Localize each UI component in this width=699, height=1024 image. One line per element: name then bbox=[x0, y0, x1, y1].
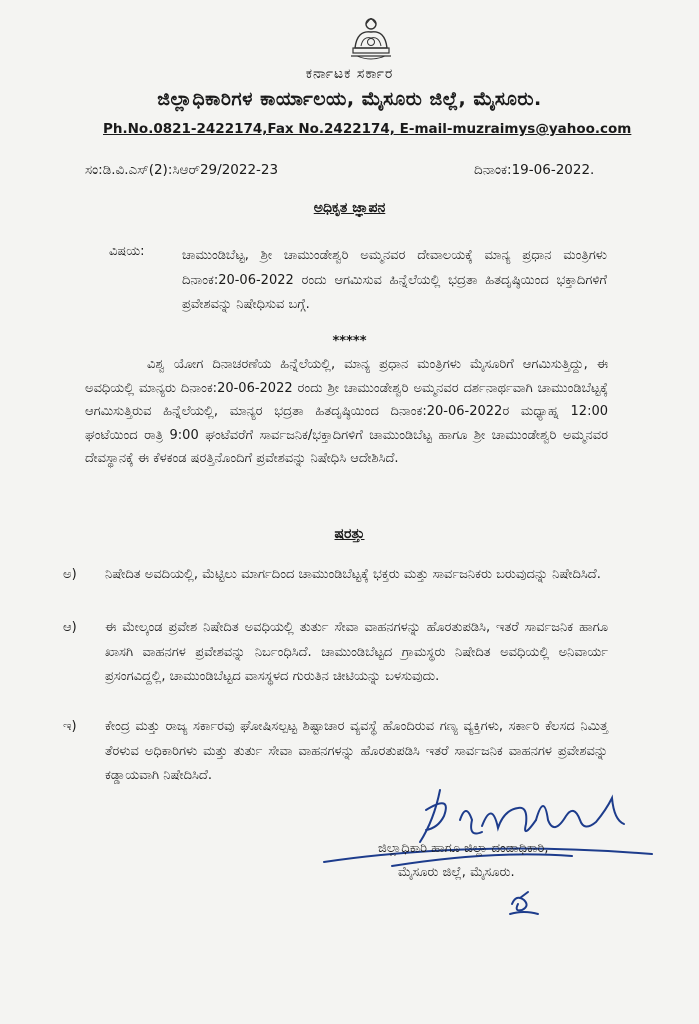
government-name: ಕರ್ನಾಟಕ ಸರ್ಕಾರ bbox=[305, 66, 394, 82]
signatory-title: ಜಿಲ್ಲಾಧಿಕಾರಿ ಹಾಗೂ ಜಿಲ್ಲಾ ದಂಡಾಧಿಕಾರಿ, bbox=[378, 841, 549, 856]
subject-label: ವಿಷಯ: bbox=[109, 244, 145, 259]
handwritten-signature bbox=[322, 780, 662, 870]
contact-line: Ph.No.0821-2422174,Fax No.2422174, E-mail-muzraimys@yahoo.com bbox=[103, 121, 632, 137]
section-separator: ***** bbox=[332, 334, 367, 349]
issue-date: ದಿನಾಂಕ:19-06-2022. bbox=[474, 162, 595, 178]
body-paragraph: ವಿಶ್ವ ಯೋಗ ದಿನಾಚರಣೆಯ ಹಿನ್ನೆಲೆಯಲ್ಲಿ, ಮಾನ್ಯ ಪ್ರಧಾನ ಮಂತ್ರಿಗಳು ಮೈಸೂರಿಗೆ ಆಗಮಿಸುತ್ತಿದ್ದು, ಈ ಅವಧಿಯಲ್ಲಿ ಮಾನ್ಯರು ದಿನಾಂಕ:20-06-2022 ರಂದು ಶ್ರೀ ಚಾಮುಂಡೇಶ್ವರಿ ಅಮ್ಮನವರ ದರ್ಶನಾರ್ಥವಾಗಿ ಚಾಮುಂಡಿಬೆಟ್ಟಕ್ಕೆ ಆಗಮಿಸುತ್ತಿರುವ ಹಿನ್ನೆಲೆಯಲ್ಲಿ, ಮಾನ್ಯರ ಭದ್ರತಾ ಹಿತದೃಷ್ಠಿಯಿಂದ ದಿನಾಂಕ:20-06-2022ರ ಮಧ್ಯಾಹ್ನ 12:00 ಘಂಟೆಯಿಂದ ರಾತ್ರಿ 9:00 ಘಂಟೆವರೆಗೆ ಸಾರ್ವಜನಿಕ/ಭಕ್ತಾದಿಗಳಿಗೆ ಚಾಮುಂಡಿಬೆಟ್ಟ ಹಾಗೂ ಶ್ರೀ ಚಾಮುಂಡೇಶ್ವರಿ ಅಮ್ಮನವರ ದೇವಸ್ಥಾನಕ್ಕೆ ಈ ಕೆಳಕಂಡ ಷರತ್ತಿನೊಂದಿಗೆ ಪ್ರವೇಶವನ್ನು ನಿಷೇಧಿಸಿ ಆದೇಶಿಸಿದೆ. bbox=[85, 357, 608, 466]
signatory-place: ಮೈಸೂರು ಜಿಲ್ಲೆ, ಮೈಸೂರು. bbox=[398, 865, 515, 880]
condition-text: ನಿಷೇದಿತ ಅವದಿಯಲ್ಲಿ, ಮೆಟ್ಟಿಲು ಮಾರ್ಗದಿಂದ ಚಾಮುಂಡಿಬೆಟ್ಟಕ್ಕೆ ಭಕ್ತರು ಮತ್ತು ಸಾರ್ವಜನಿಕರು ಬರುವುದನ್ನು ನಿಷೇದಿಸಿದೆ. bbox=[105, 567, 601, 582]
office-name: ಜಿಲ್ಲಾಧಿಕಾರಿಗಳ ಕಾರ್ಯಾಲಯ, ಮೈಸೂರು ಜಿಲ್ಲೆ, ಮೈಸೂರು. bbox=[157, 88, 542, 110]
condition-text: ಕೇಂದ್ರ ಮತ್ತು ರಾಜ್ಯ ಸರ್ಕಾರವು ಘೋಷಿಸಲ್ಪಟ್ಟ ಶಿಷ್ಟಾಚಾರ ವ್ಯವಸ್ಥೆ ಹೊಂದಿರುವ ಗಣ್ಯ ವ್ಯಕ್ತಿಗಳು, ಸರ್ಕಾರಿ ಕೆಲಸದ ನಿಮಿತ್ತ ತೆರಳುವ ಅಧಿಕಾರಿಗಳು ಮತ್ತು ತುರ್ತು ಸೇವಾ ವಾಹನಗಳನ್ನು ಹೊರತುಪಡಿಸಿ ಇತರೆ ಸಾರ್ವಜನಿಕ ವಾಹನಗಳ ಪ್ರವೇಶವನ್ನು ಕಡ್ಡಾಯವಾಗಿ ನಿಷೇದಿಸಿದೆ. bbox=[105, 719, 608, 783]
condition-text: ಈ ಮೇಲ್ಕಂಡ ಪ್ರವೇಶ ನಿಷೇದಿತ ಅವಧಿಯಲ್ಲಿ ತುರ್ತು ಸೇವಾ ವಾಹನಗಳನ್ನು ಹೊರತುಪಡಿಸಿ, ಇತರೆ ಸಾರ್ವಜನಿಕ ಹಾಗೂ ಖಾಸಗಿ ವಾಹನಗಳ ಪ್ರವೇಶವನ್ನು ನಿರ್ಬಂಧಿಸಿದೆ. ಚಾಮುಂಡಿಬೆಟ್ಟದ ಗ್ರಾಮಸ್ಥರು ನಿಷೇದಿತ ಅವಧಿಯಲ್ಲಿ ಅನಿವಾರ್ಯ ಪ್ರಸಂಗವಿದ್ದಲ್ಲಿ, ಚಾಮುಂಡಿಬೆಟ್ಟದ ವಾಸಸ್ಥಳದ ಗುರುತಿನ ಚೀಟಿಯನ್ನು ಬಳಸುವುದು. bbox=[105, 620, 608, 684]
condition-marker: ಆ) bbox=[63, 620, 77, 635]
reference-number: ಸಂ:ಡಿ.ವಿ.ಎಸ್(2):ಸಿಆರ್29/2022-23 bbox=[85, 162, 279, 178]
conditions-heading: ಷರತ್ತು bbox=[334, 526, 365, 542]
condition-marker: ಅ) bbox=[63, 567, 77, 582]
initial-mark bbox=[506, 890, 542, 918]
condition-marker: ಇ) bbox=[63, 719, 77, 734]
subject-text: ಚಾಮುಂಡಿಬೆಟ್ಟ, ಶ್ರೀ ಚಾಮುಂಡೇಶ್ವರಿ ಅಮ್ಮನವರ ದೇವಾಲಯಕ್ಕೆ ಮಾನ್ಯ ಪ್ರಧಾನ ಮಂತ್ರಿಗಳು ದಿನಾಂಕ:20-06-2022 ರಂದು ಆಗಮಿಸುವ ಹಿನ್ನೆಲೆಯಲ್ಲಿ ಭದ್ರತಾ ಹಿತದೃಷ್ಠಿಯಿಂದ ಭಕ್ತಾದಿಗಳಿಗೆ ಪ್ರವೇಶವನ್ನು ನಿಷೇಧಿಸುವ ಬಗ್ಗೆ. bbox=[182, 248, 607, 312]
state-emblem-icon bbox=[347, 18, 395, 62]
document-heading: ಅಧಿಕೃತ ಜ್ಞಾಪನ bbox=[313, 200, 386, 216]
